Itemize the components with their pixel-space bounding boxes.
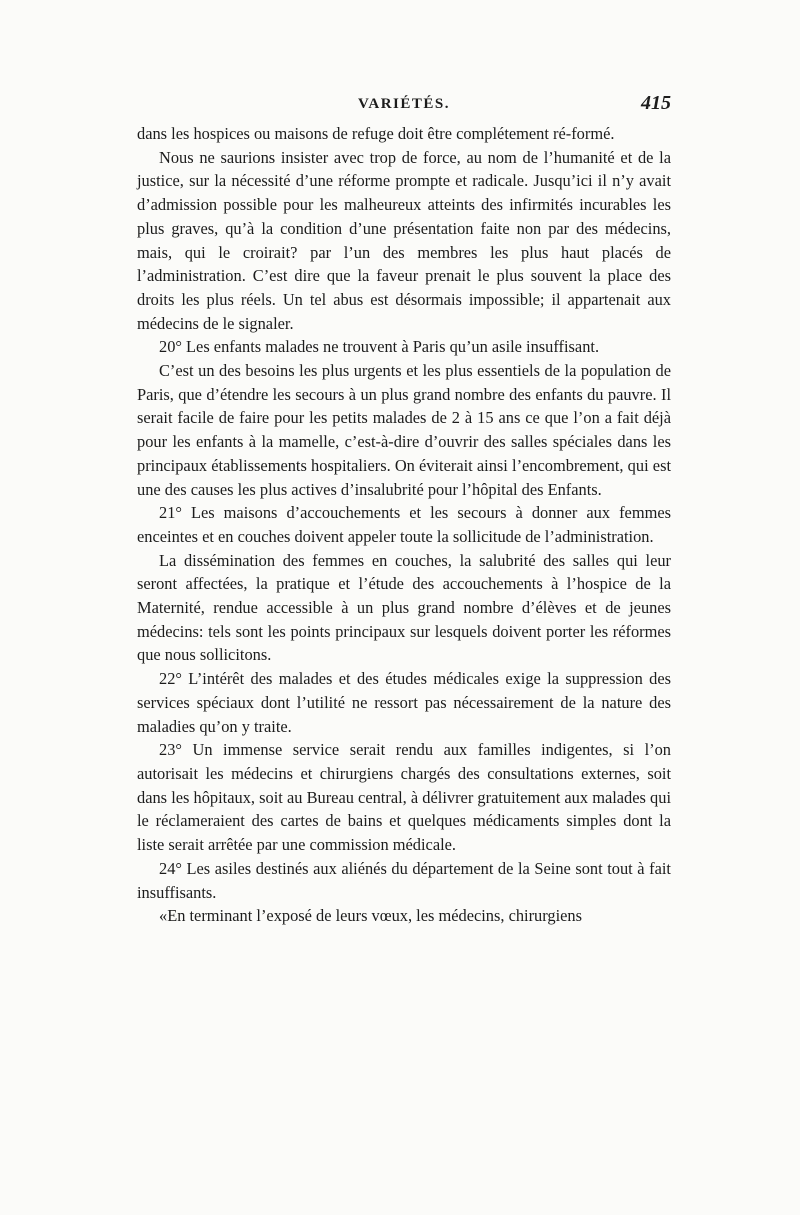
paragraph: 20° Les enfants malades ne trouvent à Paris qu’un asile insuffisant. [159,337,600,357]
paragraph: «En terminant l’exposé de leurs vœux, les médecins, chirurgiens [159,906,583,926]
paragraph: 24° Les asiles destinés aux aliénés du département de la Seine sont tout à fait insuffisants. [137,858,671,902]
document-page [137,92,671,928]
paragraph: C’est un des besoins les plus urgents et les plus essentiels de la population de Paris, que d’étendre les secours à un plus grand nombre des enfants du pauvre. Il serait facile de faire pour les petits malades de 2 à 15 ans ce que l’on a fait déjà pour les enfants à la mamelle, c’est-à-dire d’ouvrir des salles spéciales dans les principaux établissements hospitaliers. On éviterait ainsi l’encombrement, qui est une des causes les plus actives d’insalubrité pour l’hôpital des Enfants. [137,361,671,499]
paragraph: dans les hospices ou maisons de refuge doit être complétement ré-formé. [137,124,615,143]
paragraph: La dissémination des femmes en couches, la salubrité des salles qui leur seront affectées, la pratique et l’étude des accouchements à l’hospice de la Maternité, rendue accessible à un plus grand nombre d’élèves et de jeunes médecins: tels sont les points principaux sur lesquels doivent porter les réformes que nous sollicitons. [137,550,671,665]
running-title: VARIÉTÉS. [357,96,450,112]
paragraph: Nous ne saurions insister avec trop de force, au nom de l’humanité et de la justice, sur la nécessité d’une réforme prompte et radicale. Jusqu’ici il n’y avait d’admission possible pour les malheureux atteints des infirmités incurables les plus graves, qu’à la condition d’une présentation faite non par des médecins, mais, qui le croirait? par l’un des membres les plus haut placés de l’administration. C’est dire que la faveur prenait le plus souvent la place des droits les plus réels. Un tel abus est désormais impossible; il appartenait aux médecins de le signaler. [137,147,671,333]
page-number: 415 [641,92,671,114]
running-head [137,92,671,122]
paragraph: 21° Les maisons d’accouchements et les secours à donner aux femmes enceintes et en couches doivent appeler toute la sollicitude de l’administration. [137,503,671,546]
paragraph: 23° Un immense service serait rendu aux familles indigentes, si l’on autorisait les médecins et chirurgiens chargés des consultations externes, soit dans les hôpitaux, soit au Bureau central, à délivrer gratuitement aux malades qui le réclameraient des cartes de bains et quelques médicaments simples dont la liste serait arrêtée par une commission médicale. [137,740,671,855]
paragraph: 22° L’intérêt des malades et des études médicales exige la suppression des services spéciaux dont l’utilité ne ressort pas nécessairement de la nature des maladies qu’on y traite. [137,669,671,736]
body-text [137,122,671,928]
